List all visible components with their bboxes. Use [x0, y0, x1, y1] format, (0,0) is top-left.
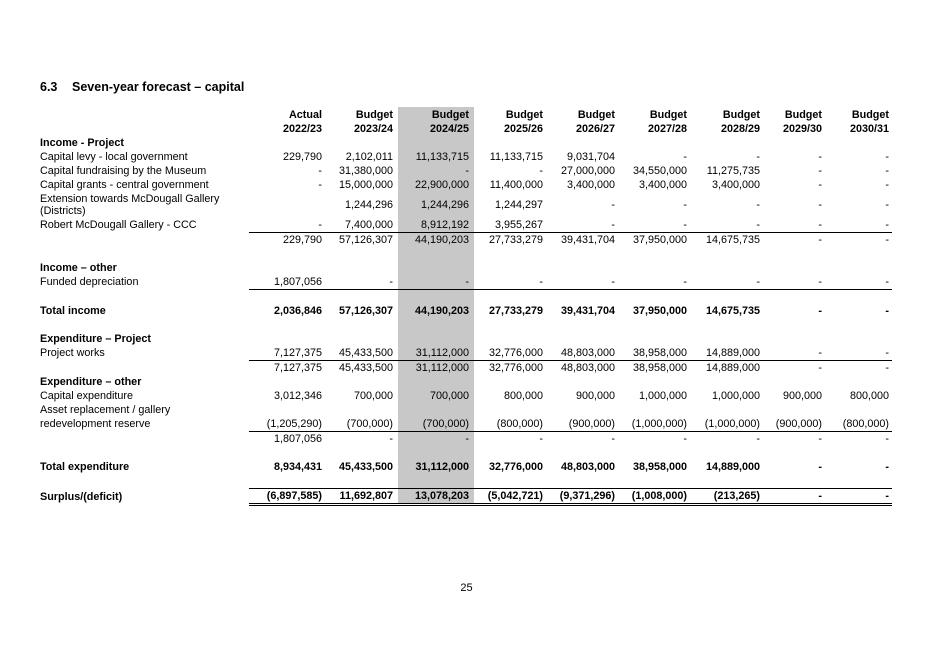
row-label: Robert McDougall Gallery - CCC: [40, 219, 197, 232]
row-label: Capital levy - local government: [40, 151, 188, 163]
value-cell: -: [825, 432, 892, 447]
column-header-type: Budget: [784, 109, 822, 121]
column-header-year: 2029/30: [782, 123, 822, 135]
value-cell: -: [885, 151, 889, 163]
value-cell: (1,000,000): [704, 418, 760, 430]
value-cell: 57,126,307: [338, 305, 393, 317]
value-cell: 8,934,431: [273, 461, 322, 473]
value-cell: -: [396, 275, 472, 290]
value-cell: -: [818, 165, 822, 177]
value-cell: 37,950,000: [618, 233, 690, 248]
value-cell: 1,000,000: [711, 390, 760, 402]
value-cell: -: [683, 219, 687, 231]
value-cell: 700,000: [353, 390, 393, 402]
empty-cell: [249, 136, 325, 150]
value-cell: -: [465, 165, 469, 177]
empty-cell: [546, 375, 618, 389]
row-label: Asset replacement / gallery: [40, 404, 171, 416]
value-cell: 22,900,000: [414, 179, 469, 191]
value-cell: -: [818, 199, 822, 211]
empty-cell: [763, 261, 825, 275]
empty-cell: [825, 136, 892, 150]
row-label: [40, 432, 249, 447]
empty-cell: [825, 332, 892, 346]
column-header-type: Actual: [289, 109, 322, 121]
table-row: [40, 150, 892, 164]
empty-cell: [249, 375, 325, 389]
value-cell: -: [539, 165, 543, 177]
value-cell: -: [825, 489, 892, 505]
spacer-cell: [40, 446, 892, 460]
value-cell: 37,950,000: [632, 305, 687, 317]
value-cell: 900,000: [575, 390, 615, 402]
value-cell: -: [611, 219, 615, 231]
value-cell: 3,400,000: [711, 179, 760, 191]
value-cell: 3,400,000: [566, 179, 615, 191]
value-cell: -: [756, 219, 760, 231]
subtotal-row: [40, 233, 892, 248]
value-cell: -: [818, 305, 822, 317]
value-cell: (213,265): [690, 489, 763, 505]
value-cell: -: [885, 179, 889, 191]
value-cell: 57,126,307: [325, 233, 396, 248]
table-row: [40, 178, 892, 192]
column-header-type: Budget: [355, 109, 393, 121]
empty-cell: [690, 261, 763, 275]
column-header: [763, 108, 825, 136]
value-cell: 2,036,846: [273, 305, 322, 317]
value-cell: 3,012,346: [273, 390, 322, 402]
value-cell: -: [318, 219, 322, 231]
header-blank: [40, 108, 249, 136]
table-row: [40, 218, 892, 233]
empty-cell: [618, 136, 690, 150]
value-cell: -: [325, 432, 396, 447]
value-cell: (700,000): [346, 418, 393, 430]
empty-cell: [249, 332, 325, 346]
value-cell: -: [396, 432, 472, 447]
subtotal-row: [40, 432, 892, 447]
value-cell: -: [618, 275, 690, 290]
value-cell: -: [885, 199, 889, 211]
value-cell: 1,244,297: [494, 199, 543, 211]
column-header-type: Budget: [851, 109, 889, 121]
row-label: Funded depreciation: [40, 276, 139, 289]
value-cell: 900,000: [782, 390, 822, 402]
empty-cell: [546, 332, 618, 346]
value-cell: -: [756, 151, 760, 163]
row-label: Total expenditure: [40, 461, 130, 473]
empty-cell: [396, 261, 472, 275]
value-cell: -: [825, 346, 892, 361]
value-cell: -: [546, 432, 618, 447]
value-cell: 1,244,296: [420, 199, 469, 211]
column-header-year: 2030/31: [849, 123, 889, 135]
empty-cell: [325, 332, 396, 346]
value-cell: 1,000,000: [638, 390, 687, 402]
value-cell: [618, 403, 690, 417]
value-cell: -: [885, 219, 889, 231]
value-cell: 229,790: [282, 151, 322, 163]
value-cell: 38,958,000: [632, 461, 687, 473]
empty-cell: [472, 375, 546, 389]
empty-cell: [763, 332, 825, 346]
section-number: 6.3: [40, 80, 58, 94]
empty-cell: [396, 136, 472, 150]
value-cell: [690, 403, 763, 417]
value-cell: 44,190,203: [414, 305, 469, 317]
value-cell: -: [825, 233, 892, 248]
value-cell: 45,433,500: [338, 461, 393, 473]
value-cell: -: [763, 233, 825, 248]
value-cell: 1,244,296: [344, 199, 393, 211]
value-cell: -: [818, 461, 822, 473]
empty-cell: [249, 261, 325, 275]
page-number: 25: [460, 582, 473, 594]
value-cell: (1,205,290): [266, 418, 322, 430]
value-cell: -: [683, 151, 687, 163]
value-cell: (1,000,000): [631, 418, 687, 430]
spacer-row: [40, 247, 892, 261]
row-label: Expenditure – Project: [40, 333, 152, 345]
column-header-type: Budget: [431, 109, 469, 121]
row-label: Income - Project: [40, 137, 124, 149]
value-cell: 39,431,704: [546, 233, 618, 248]
value-cell: 14,675,735: [705, 305, 760, 317]
empty-cell: [618, 332, 690, 346]
total-row: [40, 304, 892, 318]
empty-cell: [396, 332, 472, 346]
value-cell: 14,889,000: [690, 346, 763, 361]
column-header-type: Budget: [649, 109, 687, 121]
value-cell: (1,008,000): [618, 489, 690, 505]
value-cell: (900,000): [775, 418, 822, 430]
column-header-type: Budget: [505, 109, 543, 121]
column-header: [825, 108, 892, 136]
value-cell: 3,400,000: [638, 179, 687, 191]
value-cell: 44,190,203: [396, 233, 472, 248]
value-cell: 31,112,000: [396, 346, 472, 361]
value-cell: -: [818, 219, 822, 231]
column-header: [546, 108, 618, 136]
table-row: [40, 346, 892, 361]
row-label: redevelopment reserve: [40, 418, 151, 431]
empty-cell: [763, 136, 825, 150]
table-row: [40, 164, 892, 178]
value-cell: 11,692,807: [325, 489, 396, 505]
value-cell: [825, 403, 892, 417]
value-cell: 14,889,000: [705, 362, 760, 374]
empty-cell: [546, 261, 618, 275]
column-header: [690, 108, 763, 136]
value-cell: 2,102,011: [345, 151, 393, 163]
value-cell: (700,000): [422, 418, 469, 430]
value-cell: [396, 403, 472, 417]
empty-cell: [325, 375, 396, 389]
row-label: Surplus/(deficit): [40, 490, 123, 503]
row-label: Total income: [40, 305, 106, 317]
value-cell: 11,275,735: [706, 165, 760, 177]
empty-cell: [690, 375, 763, 389]
value-cell: -: [885, 165, 889, 177]
value-cell: 7,127,375: [273, 362, 322, 374]
row-label: Capital grants - central government: [40, 179, 209, 191]
total-row: [40, 489, 892, 505]
empty-cell: [396, 375, 472, 389]
empty-cell: [763, 375, 825, 389]
empty-cell: [825, 375, 892, 389]
value-cell: 48,803,000: [560, 362, 615, 374]
table-row: [40, 389, 892, 403]
value-cell: 8,912,192: [420, 219, 469, 231]
row-label: Capital expenditure: [40, 390, 134, 402]
value-cell: -: [472, 432, 546, 447]
capital-forecast-table: [40, 108, 892, 506]
row-label: [40, 233, 249, 248]
column-header: [249, 108, 325, 136]
spacer-row: [40, 474, 892, 489]
value-cell: [325, 403, 396, 417]
row-label: Expenditure – other: [40, 376, 142, 388]
value-cell: 38,958,000: [632, 362, 687, 374]
section-heading: [40, 80, 244, 94]
value-cell: 1,807,056: [249, 275, 325, 290]
value-cell: 800,000: [503, 390, 543, 402]
value-cell: -: [690, 275, 763, 290]
table-row: [40, 192, 892, 218]
empty-cell: [472, 261, 546, 275]
empty-cell: [546, 136, 618, 150]
column-header-type: Budget: [722, 109, 760, 121]
value-cell: -: [472, 275, 546, 290]
value-cell: (800,000): [496, 418, 543, 430]
column-header-year: 2023/24: [353, 123, 393, 135]
table-row: [40, 417, 892, 432]
value-cell: -: [818, 362, 822, 374]
column-header-year: 2025/26: [503, 123, 543, 135]
value-cell: -: [683, 199, 687, 211]
value-cell: -: [763, 346, 825, 361]
section-title: Seven-year forecast – capital: [72, 80, 245, 94]
value-cell: -: [763, 275, 825, 290]
column-header: [472, 108, 546, 136]
spacer-row: [40, 318, 892, 332]
value-cell: (900,000): [568, 418, 615, 430]
value-cell: 48,803,000: [560, 461, 615, 473]
value-cell: 27,733,279: [488, 305, 543, 317]
value-cell: 32,776,000: [472, 346, 546, 361]
value-cell: 27,000,000: [560, 165, 615, 177]
empty-cell: [690, 332, 763, 346]
spacer-cell: [40, 318, 892, 332]
row-label: Extension towards McDougall Gallery (Districts): [40, 193, 220, 217]
column-header-year: 2026/27: [575, 123, 615, 135]
value-cell: -: [825, 275, 892, 290]
empty-cell: [472, 136, 546, 150]
spacer-cell: [40, 474, 892, 489]
value-cell: 38,958,000: [618, 346, 690, 361]
value-cell: (9,371,296): [546, 489, 618, 505]
row-label: Income – other: [40, 262, 117, 274]
value-cell: 800,000: [849, 390, 889, 402]
value-cell: 45,433,500: [325, 346, 396, 361]
total-row: [40, 460, 892, 474]
value-cell: 11,133,715: [489, 151, 543, 163]
row-label: [40, 361, 249, 376]
value-cell: 229,790: [249, 233, 325, 248]
value-cell: [472, 403, 546, 417]
spacer-row: [40, 446, 892, 460]
value-cell: (5,042,721): [472, 489, 546, 505]
section-row: [40, 136, 892, 150]
value-cell: 48,803,000: [546, 346, 618, 361]
value-cell: 14,675,735: [690, 233, 763, 248]
value-cell: 45,433,500: [338, 362, 393, 374]
value-cell: -: [885, 461, 889, 473]
spacer-row: [40, 290, 892, 305]
value-cell: -: [611, 199, 615, 211]
empty-cell: [690, 136, 763, 150]
spacer-cell: [40, 247, 892, 261]
value-cell: -: [318, 179, 322, 191]
value-cell: 700,000: [429, 390, 469, 402]
value-cell: [546, 403, 618, 417]
value-cell: -: [756, 199, 760, 211]
value-cell: [249, 403, 325, 417]
value-cell: 31,112,000: [415, 362, 469, 374]
section-row: [40, 375, 892, 389]
value-cell: (800,000): [842, 418, 889, 430]
value-cell: 31,112,000: [415, 461, 469, 473]
value-cell: -: [546, 275, 618, 290]
value-cell: -: [325, 275, 396, 290]
column-header: [396, 108, 472, 136]
row-label: Project works: [40, 347, 105, 360]
table-row: [40, 403, 892, 417]
value-cell: 13,078,203: [396, 489, 472, 505]
section-row: [40, 261, 892, 275]
empty-cell: [325, 261, 396, 275]
value-cell: (6,897,585): [249, 489, 325, 505]
value-cell: -: [763, 432, 825, 447]
table-body: [40, 136, 892, 505]
column-header-year: 2022/23: [282, 123, 322, 135]
value-cell: -: [885, 362, 889, 374]
value-cell: 14,889,000: [705, 461, 760, 473]
column-header-year: 2027/28: [647, 123, 687, 135]
value-cell: 27,733,279: [472, 233, 546, 248]
column-header-type: Budget: [577, 109, 615, 121]
row-label: Capital fundraising by the Museum: [40, 165, 207, 177]
value-cell: -: [618, 432, 690, 447]
empty-cell: [472, 332, 546, 346]
table-header-row: [40, 108, 892, 136]
value-cell: 1,807,056: [249, 432, 325, 447]
value-cell: 11,400,000: [489, 179, 543, 191]
empty-cell: [618, 261, 690, 275]
value-cell: [763, 403, 825, 417]
value-cell: 31,380,000: [338, 165, 393, 177]
value-cell: 39,431,704: [560, 305, 615, 317]
table-row: [40, 275, 892, 290]
value-cell: -: [885, 305, 889, 317]
value-cell: -: [318, 165, 322, 177]
value-cell: 7,400,000: [344, 219, 393, 231]
table-row: [40, 361, 892, 376]
value-cell: 32,776,000: [488, 362, 543, 374]
column-header-year: 2024/25: [429, 123, 469, 135]
value-cell: -: [818, 151, 822, 163]
column-header: [618, 108, 690, 136]
value-cell: -: [818, 179, 822, 191]
value-cell: [249, 192, 325, 218]
spacer-cell: [40, 290, 892, 305]
empty-cell: [325, 136, 396, 150]
value-cell: 3,955,267: [494, 219, 543, 231]
column-header: [325, 108, 396, 136]
empty-cell: [618, 375, 690, 389]
value-cell: -: [763, 489, 825, 505]
value-cell: 11,133,715: [415, 151, 469, 163]
section-row: [40, 332, 892, 346]
value-cell: 15,000,000: [338, 179, 393, 191]
value-cell: 32,776,000: [488, 461, 543, 473]
value-cell: 9,031,704: [566, 151, 615, 163]
value-cell: 34,550,000: [632, 165, 687, 177]
empty-cell: [825, 261, 892, 275]
value-cell: 7,127,375: [249, 346, 325, 361]
column-header-year: 2028/29: [720, 123, 760, 135]
value-cell: -: [690, 432, 763, 447]
